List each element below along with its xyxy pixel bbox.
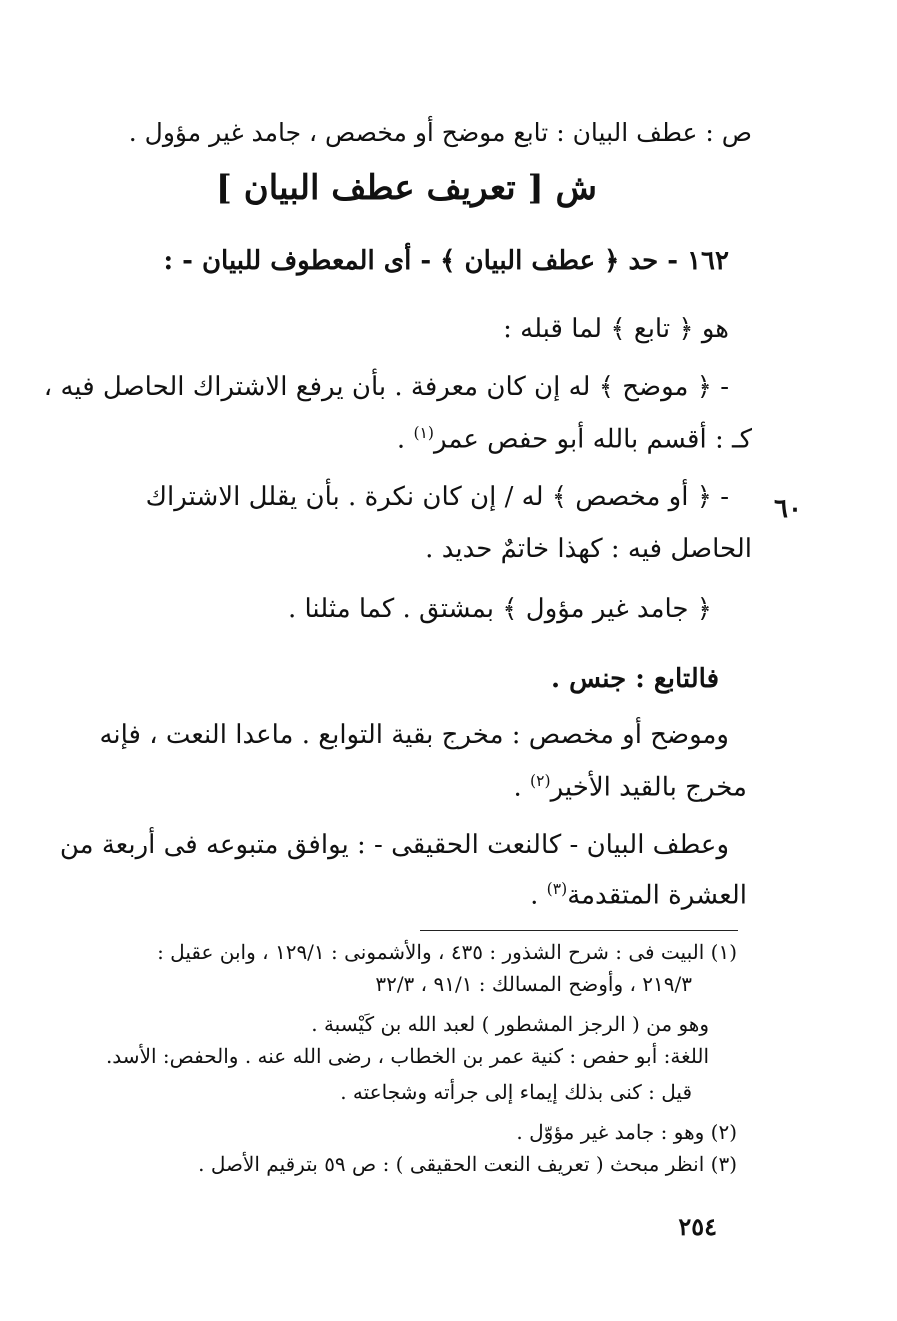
body-line: وموضح أو مخصص : مخرج بقية التوابع . ماعدا النعت ، فإنه bbox=[99, 720, 729, 750]
body-text: العشرة المتقدمة bbox=[567, 880, 747, 911]
page-number: ٢٥٤ bbox=[678, 1212, 717, 1241]
body-text: كـ : أقسم بالله أبو حفص عمر bbox=[434, 424, 752, 455]
body-line: الحاصل فيه : كهذا خاتمٌ حديد . bbox=[425, 534, 752, 564]
footnote-separator bbox=[420, 930, 738, 931]
section-heading: ش [ تعريف عطف البيان ] bbox=[215, 168, 597, 208]
footnote-line: (١) البيت فى : شرح الشذور : ٤٣٥ ، والأشمونى : ١٢٩/١ ، وابن عقيل : bbox=[157, 940, 737, 964]
body-line: وعطف البيان - كالنعت الحقيقى - : يوافق متبوعه فى أربعة من bbox=[59, 830, 729, 860]
body-text: . bbox=[513, 772, 530, 803]
body-text: مخرج بالقيد الأخير bbox=[550, 772, 747, 803]
body-line bbox=[513, 772, 747, 803]
footnote-line: اللغة: أبو حفص : كنية عمر بن الخطاب ، رضى الله عنه . والحفص: الأسد. bbox=[105, 1044, 709, 1068]
body-line: هو ﴿ تابع ﴾ لما قبله : bbox=[503, 314, 729, 344]
definition-line: ١٦٢ - حد ﴿ عطف البيان ﴾ - أى المعطوف للبيان - : bbox=[163, 246, 729, 276]
footnote-line: قيل : كنى بذلك إيماء إلى جرأته وشجاعته . bbox=[340, 1080, 692, 1104]
margin-number: ٦٠ bbox=[774, 494, 802, 524]
footnote-ref-1: (١) bbox=[413, 424, 435, 442]
body-line: ﴿ جامد غير مؤول ﴾ بمشتق . كما مثلنا . bbox=[287, 594, 712, 624]
footnote-ref-2: (٢) bbox=[530, 772, 551, 790]
body-line bbox=[397, 424, 752, 455]
footnote-line: (٣) انظر مبحث ( تعريف النعت الحقيقى ) : ص ٥٩ بترقيم الأصل . bbox=[198, 1152, 737, 1176]
body-line: - ﴿ أو مخصص ﴾ له / إن كان نكرة . بأن يقلل الاشتراك bbox=[145, 482, 729, 512]
body-text: . bbox=[530, 880, 547, 911]
body-text: . bbox=[396, 424, 414, 455]
body-line: فالتابع : جنس . bbox=[551, 664, 719, 694]
body-line: - ﴿ موضح ﴾ له إن كان معرفة . بأن يرفع الاشتراك الحاصل فيه ، bbox=[43, 372, 729, 402]
footnote-line: وهو من ( الرجز المشطور ) لعبد الله بن كَيْسبة . bbox=[311, 1012, 709, 1036]
footnote-ref-3: (٣) bbox=[546, 880, 568, 898]
matn-line: ص : عطف البيان : تابع موضح أو مخصص ، جامد غير مؤول . bbox=[128, 118, 752, 147]
footnote-line: (٢) وهو : جامد غير مؤوّل . bbox=[516, 1120, 737, 1144]
body-line bbox=[530, 880, 747, 911]
footnote-line: ٢١٩/٣ ، وأوضح المسالك : ٩١/١ ، ٣٢/٣ bbox=[375, 972, 692, 996]
